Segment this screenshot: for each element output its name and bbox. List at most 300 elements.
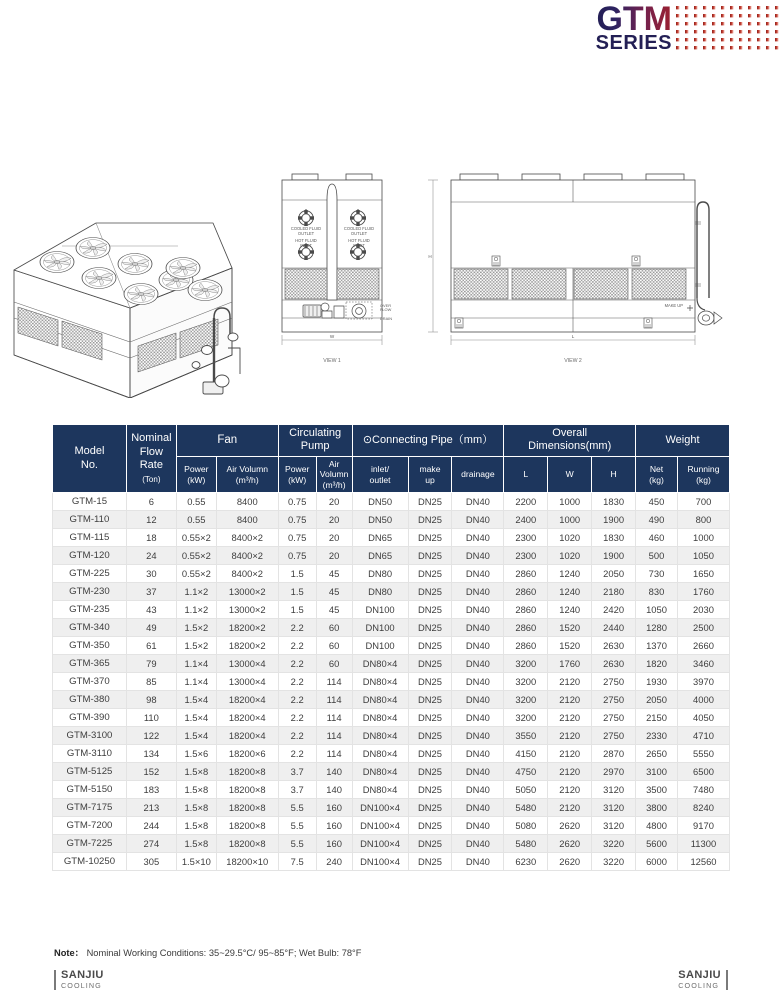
th-net-line1: Net: [649, 464, 664, 475]
table-cell: DN80×4: [352, 727, 408, 745]
table-cell: 4800: [636, 817, 678, 835]
table-cell: DN80×4: [352, 781, 408, 799]
table-cell: 5.5: [278, 817, 316, 835]
table-cell: 2620: [548, 853, 592, 871]
table-cell: DN40: [452, 493, 504, 511]
table-row: [53, 853, 730, 871]
table-cell: 1.5: [278, 565, 316, 583]
brand-subtitle: SERIES: [595, 32, 672, 54]
table-cell: DN40: [452, 817, 504, 835]
table-cell: DN40: [452, 565, 504, 583]
table-cell: 20: [316, 529, 352, 547]
table-row: [53, 619, 730, 637]
table-cell: 2500: [677, 619, 729, 637]
table-cell: 4050: [677, 709, 729, 727]
label-outlet-left: OUTLET: [297, 231, 315, 236]
th-makeup-line1: make: [419, 464, 441, 475]
th-nominal-line1: Nominal: [131, 432, 172, 445]
table-cell: 1.5×8: [176, 781, 216, 799]
table-cell: 2860: [504, 637, 548, 655]
th-model-line2: No.: [80, 458, 98, 471]
table-cell: 5600: [636, 835, 678, 853]
table-cell: 18200×4: [216, 709, 278, 727]
table-cell: 5480: [504, 799, 548, 817]
table-cell: 2120: [548, 799, 592, 817]
table-cell: 2120: [548, 763, 592, 781]
table-row: [53, 601, 730, 619]
table-cell: 60: [316, 637, 352, 655]
table-cell: 20: [316, 547, 352, 565]
table-row: [53, 637, 730, 655]
table-cell: DN25: [408, 781, 452, 799]
table-cell: DN100: [352, 601, 408, 619]
table-cell: 13000×2: [216, 601, 278, 619]
th-weight-net: [636, 456, 678, 492]
table-cell: 110: [126, 709, 176, 727]
table-cell: DN25: [408, 835, 452, 853]
table-cell: 1820: [636, 655, 678, 673]
table-cell: 2970: [592, 763, 636, 781]
label-cooled-fluid-outlet-left: COOLED FLUID: [290, 226, 322, 231]
table-cell: 1050: [636, 601, 678, 619]
table-cell: 11300: [677, 835, 729, 853]
cell-model-no: GTM-120: [53, 547, 127, 565]
table-cell: 240: [316, 853, 352, 871]
th-fan-group: Fan: [176, 425, 278, 457]
label-hot-fluid-left: HOT FLUID: [295, 238, 317, 243]
table-cell: 1930: [636, 673, 678, 691]
table-cell: DN25: [408, 709, 452, 727]
table-cell: 830: [636, 583, 678, 601]
table-cell: DN25: [408, 511, 452, 529]
footer-divider-right: [726, 970, 728, 990]
table-cell: DN100×4: [352, 853, 408, 871]
table-cell: 2630: [592, 637, 636, 655]
th-fan-air-line2: (m³/h): [235, 474, 259, 485]
label-over-flow-2: FLOW: [380, 307, 392, 312]
table-cell: 160: [316, 817, 352, 835]
table-cell: 5480: [504, 835, 548, 853]
table-row: [53, 547, 730, 565]
table-cell: 4000: [677, 691, 729, 709]
table-cell: 6230: [504, 853, 548, 871]
table-row: [53, 745, 730, 763]
table-cell: DN25: [408, 619, 452, 637]
table-cell: 3100: [636, 763, 678, 781]
cell-model-no: GTM-3110: [53, 745, 127, 763]
table-cell: 3460: [677, 655, 729, 673]
table-cell: DN100×4: [352, 799, 408, 817]
table-cell: 1.5×2: [176, 619, 216, 637]
table-cell: 1520: [548, 637, 592, 655]
table-cell: 114: [316, 673, 352, 691]
table-cell: 18200×2: [216, 619, 278, 637]
page-header: [0, 0, 782, 62]
table-cell: 3120: [592, 817, 636, 835]
footer-divider-left: [54, 970, 56, 990]
table-cell: DN40: [452, 763, 504, 781]
table-cell: 2120: [548, 745, 592, 763]
table-cell: 183: [126, 781, 176, 799]
table-cell: 460: [636, 529, 678, 547]
table-cell: 2120: [548, 691, 592, 709]
cell-model-no: GTM-230: [53, 583, 127, 601]
table-cell: 2870: [592, 745, 636, 763]
table-cell: DN80×4: [352, 691, 408, 709]
table-cell: 2.2: [278, 655, 316, 673]
table-cell: 2120: [548, 727, 592, 745]
table-cell: 3.7: [278, 763, 316, 781]
table-cell: 4750: [504, 763, 548, 781]
table-cell: 2750: [592, 709, 636, 727]
table-cell: 45: [316, 601, 352, 619]
table-row: [53, 709, 730, 727]
table-body: [53, 493, 730, 871]
table-cell: 3500: [636, 781, 678, 799]
table-cell: 1.5×8: [176, 799, 216, 817]
table-cell: 8400×2: [216, 565, 278, 583]
table-cell: 1.5×8: [176, 817, 216, 835]
table-row: [53, 835, 730, 853]
table-cell: 1.1×2: [176, 601, 216, 619]
table-cell: 2050: [592, 565, 636, 583]
table-cell: 244: [126, 817, 176, 835]
table-cell: DN100: [352, 619, 408, 637]
table-cell: 1050: [677, 547, 729, 565]
table-cell: 2120: [548, 709, 592, 727]
cell-model-no: GTM-370: [53, 673, 127, 691]
table-cell: 2630: [592, 655, 636, 673]
table-row: [53, 493, 730, 511]
table-cell: DN40: [452, 511, 504, 529]
table-cell: DN40: [452, 583, 504, 601]
table-cell: DN80: [352, 583, 408, 601]
table-cell: DN25: [408, 673, 452, 691]
table-cell: 61: [126, 637, 176, 655]
table-cell: DN80×4: [352, 673, 408, 691]
table-cell: 18200×8: [216, 763, 278, 781]
label-cooled-fluid-outlet-right: COOLED FLUID: [343, 226, 375, 231]
table-cell: 2.2: [278, 709, 316, 727]
view2-caption: VIEW 2: [564, 358, 582, 364]
label-drain: DRAIN: [380, 316, 393, 321]
table-cell: 5.5: [278, 835, 316, 853]
table-head: [53, 425, 730, 493]
table-cell: 18200×2: [216, 637, 278, 655]
th-weight-group: Weight: [636, 425, 730, 457]
cell-model-no: GTM-225: [53, 565, 127, 583]
table-cell: DN80×4: [352, 745, 408, 763]
table-cell: 114: [316, 727, 352, 745]
table-cell: 1830: [592, 493, 636, 511]
table-cell: 1830: [592, 529, 636, 547]
th-dimension-w: W: [548, 456, 592, 492]
table-cell: 18200×8: [216, 799, 278, 817]
table-cell: DN25: [408, 529, 452, 547]
table-cell: 18200×6: [216, 745, 278, 763]
table-cell: 700: [677, 493, 729, 511]
table-cell: DN100×4: [352, 817, 408, 835]
th-fan-power: [176, 456, 216, 492]
table-cell: DN40: [452, 637, 504, 655]
table-cell: 60: [316, 619, 352, 637]
table-row: [53, 799, 730, 817]
table-cell: 2860: [504, 601, 548, 619]
table-cell: 3200: [504, 709, 548, 727]
table-cell: 0.75: [278, 511, 316, 529]
th-nominal-line3: Rate: [139, 458, 163, 471]
footer-brand-sub-left: COOLING: [61, 981, 102, 991]
table-cell: 1240: [548, 601, 592, 619]
th-model-no: [53, 425, 127, 493]
table-cell: 60: [316, 655, 352, 673]
table-cell: 2400: [504, 511, 548, 529]
table-cell: DN40: [452, 655, 504, 673]
table-cell: 1000: [548, 511, 592, 529]
table-cell: 1240: [548, 583, 592, 601]
th-pump-air-volume: [316, 456, 352, 492]
table-cell: 85: [126, 673, 176, 691]
table-cell: 1.5×10: [176, 853, 216, 871]
cell-model-no: GTM-235: [53, 601, 127, 619]
table-cell: 1.1×2: [176, 583, 216, 601]
th-connecting-pipe-group: ⊙Connecting Pipe（mm）: [352, 425, 504, 457]
table-cell: 140: [316, 781, 352, 799]
table-cell: 2.2: [278, 673, 316, 691]
table-cell: 160: [316, 799, 352, 817]
table-cell: 490: [636, 511, 678, 529]
table-cell: 3970: [677, 673, 729, 691]
cell-model-no: GTM-380: [53, 691, 127, 709]
table-row: [53, 511, 730, 529]
table-cell: 1.5: [278, 601, 316, 619]
table-cell: 1000: [677, 529, 729, 547]
cell-model-no: GTM-10250: [53, 853, 127, 871]
note-text: Nominal Working Conditions: 35~29.5°C/ 95~85°F; Wet Bulb: 78°F: [86, 948, 362, 958]
table-cell: 12: [126, 511, 176, 529]
table-cell: 43: [126, 601, 176, 619]
view2-side-elevation: [428, 174, 722, 345]
table-cell: DN25: [408, 601, 452, 619]
table-cell: 8400: [216, 493, 278, 511]
table-cell: 2620: [548, 835, 592, 853]
table-cell: 2420: [592, 601, 636, 619]
table-cell: 1760: [548, 655, 592, 673]
table-cell: 2330: [636, 727, 678, 745]
table-cell: 0.55×2: [176, 547, 216, 565]
table-cell: 114: [316, 745, 352, 763]
table-cell: 1900: [592, 547, 636, 565]
table-cell: 1.5×8: [176, 763, 216, 781]
table-cell: 37: [126, 583, 176, 601]
table-row: [53, 727, 730, 745]
th-model-line1: Model: [74, 445, 105, 458]
th-inlet-line1: inlet/: [370, 464, 390, 475]
table-cell: DN80×4: [352, 763, 408, 781]
table-cell: DN25: [408, 637, 452, 655]
table-cell: 98: [126, 691, 176, 709]
table-cell: 1.5×4: [176, 727, 216, 745]
table-cell: DN40: [452, 691, 504, 709]
th-weight-running: [677, 456, 729, 492]
table-cell: 3200: [504, 673, 548, 691]
cell-model-no: GTM-340: [53, 619, 127, 637]
table-cell: DN25: [408, 655, 452, 673]
cell-model-no: GTM-365: [53, 655, 127, 673]
table-cell: 2300: [504, 529, 548, 547]
table-cell: 2650: [636, 745, 678, 763]
th-fan-air-line1: Air Volumn: [226, 464, 269, 475]
table-cell: 2440: [592, 619, 636, 637]
th-pump-air-line2: Volumn: [319, 469, 349, 480]
table-cell: 0.55×2: [176, 529, 216, 547]
table-row: [53, 817, 730, 835]
table-cell: DN40: [452, 601, 504, 619]
table-cell: DN40: [452, 745, 504, 763]
table-cell: 305: [126, 853, 176, 871]
table-cell: 2.2: [278, 727, 316, 745]
table-cell: DN25: [408, 817, 452, 835]
th-running-line1: Running: [687, 464, 720, 475]
table-cell: 1.5: [278, 583, 316, 601]
th-make-up: [408, 456, 452, 492]
table-cell: 2120: [548, 781, 592, 799]
table-cell: 13000×2: [216, 583, 278, 601]
table-cell: DN100: [352, 637, 408, 655]
isometric-unit-drawing: [14, 223, 240, 398]
table-cell: 1520: [548, 619, 592, 637]
th-nominal-flow-rate: [126, 425, 176, 493]
table-cell: 2660: [677, 637, 729, 655]
table-cell: 18: [126, 529, 176, 547]
table-cell: 160: [316, 835, 352, 853]
footer-brand-name-right: SANJIU: [678, 969, 721, 982]
table-cell: DN25: [408, 493, 452, 511]
table-cell: 4710: [677, 727, 729, 745]
table-cell: 1.5×4: [176, 709, 216, 727]
table-header-row-1: [53, 425, 730, 457]
table-row: [53, 583, 730, 601]
table-cell: 1280: [636, 619, 678, 637]
table-cell: 500: [636, 547, 678, 565]
table-cell: 7.5: [278, 853, 316, 871]
table-cell: DN40: [452, 781, 504, 799]
table-cell: 2860: [504, 583, 548, 601]
table-cell: DN25: [408, 745, 452, 763]
cell-model-no: GTM-3100: [53, 727, 127, 745]
th-pump-power-line2: (kW): [288, 474, 307, 485]
note-line: [54, 945, 361, 959]
table-cell: 9170: [677, 817, 729, 835]
table-cell: 213: [126, 799, 176, 817]
view1-caption: VIEW 1: [323, 358, 341, 364]
cell-model-no: GTM-5150: [53, 781, 127, 799]
table-cell: DN40: [452, 799, 504, 817]
table-cell: 3120: [592, 799, 636, 817]
table-cell: DN100×4: [352, 835, 408, 853]
cell-model-no: GTM-110: [53, 511, 127, 529]
table-cell: 2050: [636, 691, 678, 709]
label-outlet-right: OUTLET: [350, 231, 368, 236]
label-inlet-right: INLET: [353, 243, 365, 248]
table-cell: 6500: [677, 763, 729, 781]
table-cell: 12560: [677, 853, 729, 871]
table-cell: 800: [677, 511, 729, 529]
table-row: [53, 673, 730, 691]
table-cell: DN40: [452, 619, 504, 637]
table-cell: 3220: [592, 853, 636, 871]
table-cell: DN50: [352, 511, 408, 529]
table-cell: 8400×2: [216, 529, 278, 547]
table-cell: DN40: [452, 709, 504, 727]
table-cell: 3.7: [278, 781, 316, 799]
table-cell: 730: [636, 565, 678, 583]
table-cell: 24: [126, 547, 176, 565]
th-overall-dimensions-group: [504, 425, 636, 457]
table-cell: 18200×10: [216, 853, 278, 871]
dot-pattern-decoration: [674, 4, 782, 52]
table-cell: 1650: [677, 565, 729, 583]
table-cell: 2300: [504, 547, 548, 565]
table-cell: DN65: [352, 529, 408, 547]
table-cell: 3200: [504, 691, 548, 709]
specification-table: [52, 424, 730, 871]
brand-block: [596, 2, 672, 53]
table-cell: 1900: [592, 511, 636, 529]
th-circ-line2: Pump: [300, 440, 330, 453]
table-cell: 13000×4: [216, 655, 278, 673]
table-cell: DN40: [452, 547, 504, 565]
th-running-line2: (kg): [696, 474, 711, 485]
table-cell: 2750: [592, 727, 636, 745]
table-row: [53, 655, 730, 673]
th-overall-line1: Overall: [552, 427, 588, 439]
table-cell: 0.55: [176, 493, 216, 511]
table-cell: 18200×8: [216, 781, 278, 799]
table-cell: 3220: [592, 835, 636, 853]
table-cell: 2.2: [278, 619, 316, 637]
footer-brand-name-left: SANJIU: [61, 969, 104, 982]
cell-model-no: GTM-7200: [53, 817, 127, 835]
table-cell: 5080: [504, 817, 548, 835]
view1-front-elevation: [282, 174, 382, 345]
table-cell: 1020: [548, 529, 592, 547]
cell-model-no: GTM-115: [53, 529, 127, 547]
dimension-label-w: W: [329, 334, 335, 339]
table-cell: 18200×8: [216, 817, 278, 835]
th-inlet-outlet: [352, 456, 408, 492]
table-row: [53, 763, 730, 781]
table-cell: DN25: [408, 763, 452, 781]
table-cell: 3200: [504, 655, 548, 673]
table-cell: 2200: [504, 493, 548, 511]
th-pump-power-line1: Power: [284, 464, 310, 475]
table-cell: 8400: [216, 511, 278, 529]
table-cell: 1.5×6: [176, 745, 216, 763]
table-cell: 140: [316, 763, 352, 781]
table-cell: 450: [636, 493, 678, 511]
table-cell: 5.5: [278, 799, 316, 817]
table-cell: DN25: [408, 853, 452, 871]
cell-model-no: GTM-390: [53, 709, 127, 727]
table-cell: 0.55: [176, 511, 216, 529]
th-circulating-pump-group: [278, 425, 352, 457]
cell-model-no: GTM-5125: [53, 763, 127, 781]
dimension-label-l: L: [571, 334, 575, 339]
th-fan-air-volume: [216, 456, 278, 492]
cell-model-no: GTM-7175: [53, 799, 127, 817]
table-cell: 30: [126, 565, 176, 583]
